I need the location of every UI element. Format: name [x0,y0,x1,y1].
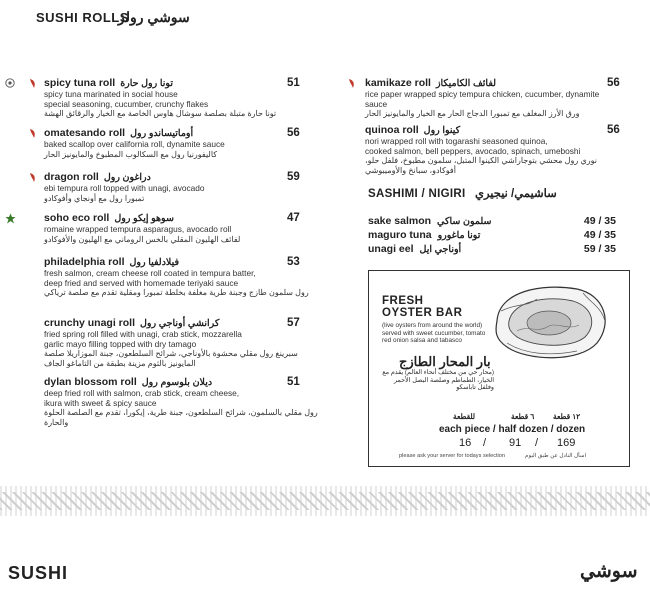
item-name: soho eco roll [44,212,110,224]
item-name: dylan blossom roll [44,376,137,388]
item-desc: fresh salmon, cream cheese roll coated in tempura batter, [44,268,256,278]
chili-icon [347,78,357,89]
menu-item [44,127,319,159]
item-name-arabic: ديلان بلوسوم رول [141,377,213,388]
item-name: quinoa roll [365,124,419,136]
price-dozen: 169 [557,437,576,449]
item-price: 51 [287,376,300,388]
item-desc: spicy tuna marinated in social house [44,89,178,99]
menu-item [44,212,319,244]
footer-title-arabic: سوشي [580,561,638,582]
item-desc-arabic: ورق الأرز المغلف مع تمبورا الدجاج الحار مع الخيار والمايونيز الحار [365,109,580,119]
item-price: 56 [607,124,620,136]
item-desc-arabic: رول مقلي بالسلمون، شرائح السلطعون، جبنة طرية، إيكورا، تقدم مع الصلصة الحلوة والحارة [44,408,318,427]
oyster-title: FRESH OYSTER BAR [382,295,463,319]
item-desc: ebi tempura roll topped with unagi, avocado [44,183,205,193]
item-desc-arabic: لفائف الهليون المقلي بالخس الروماني مع الهليون والأفوكادو [44,234,241,244]
oyster-note: please ask your server for todays selection [399,453,506,459]
item-price: 47 [287,212,300,224]
oyster-title-arabic: بار المحار الطازج [399,354,491,369]
sashimi-row: unagi eel أوناجي ايل 59 / 35 [368,243,616,255]
item-desc: deep fried roll with salmon, crab stick, cream cheese, [44,388,240,398]
item-desc: ikura with sweet & spicy sauce [44,397,157,408]
item-name-arabic: أوماتيساندو رول [130,128,194,139]
menu-item [44,77,319,119]
menu-item [44,256,319,298]
item-name: kamikaze roll [365,77,431,89]
menu-item [365,124,605,175]
section-title-arabic: سوشي رولز [118,9,190,25]
item-desc: cooked salmon, bell peppers, avocado, spinach, umeboshi [365,145,581,156]
sashimi-row: maguro tuna تونا ماغورو 49 / 35 [368,229,616,241]
price-half-dozen: 91 [509,437,522,449]
oyster-subtitle: (live oysters from around the world) served with sweet cucumber, tomato red onion salsa and tabasco [382,322,486,344]
item-price: 57 [287,317,300,329]
menu-item [44,171,319,203]
price-each: 16 [459,437,472,449]
item-desc: rice paper wrapped spicy tempura chicken, cucumber, dynamite sauce [365,89,600,109]
item-desc-arabic: رول سلمون طازج وجبنة طرية مغلفة بخلطة تمبورا ومقلية تقدم مع صلصة ترياكي [44,288,309,298]
menu-item [365,77,610,119]
section-title: SUSHI ROLLS [36,10,129,25]
item-desc-arabic: كاليفورنيا رول مع السكالوب المطبوخ والمايونيز الحار [44,149,218,159]
footer-title: SUSHI [8,563,69,583]
item-name-arabic: كينوا رول [423,125,461,136]
item-price: 53 [287,256,300,268]
item-price: 56 [607,77,620,89]
item-name-arabic: تونا رول حارة [120,78,173,89]
recommended-icon [5,78,15,88]
item-desc-arabic: سبرينغ رول مقلي محشوة بالأوناجي، شرائح السلطعون، جبنة الموزاريلا صلصة المايونيز بالثوم مزينة بطبقة من التاماغو الجاف [44,349,298,368]
item-desc-arabic: تمبورا رول مع أونجاي وأفوكادو [44,193,145,203]
price-label-half: ٦ قطعة [511,412,535,421]
item-name: philadelphia roll [44,256,125,268]
sashimi-row: sake salmon سلمون ساكي 49 / 35 [368,215,616,227]
item-name-arabic: فيلادلفيا رول [129,257,180,268]
menu-item [44,317,319,368]
price-label-each: للقطعة [453,412,476,421]
item-desc-arabic: تونا حارة متبلة بصلصة سوشال هاوس الخاصة مع الخيار والرقائق الهشة [44,109,277,119]
item-price: 56 [287,127,300,139]
oyster-illustration [487,281,617,363]
sashimi-title: SASHIMI / NIGIRI ساشيمي/ نيجيري [368,188,557,200]
item-name-arabic: دراغون رول [103,172,151,183]
chili-icon [28,78,38,89]
item-desc-arabic: نوري رول محشي بتوجاراشي الكينوا المتبل، سلمون مطبوخ، فلفل حلو، أفوكادو، سبانخ والأوميبوشي [365,156,597,175]
item-desc: romaine wrapped tempura asparagus, avocado roll [44,224,232,234]
item-name: dragon roll [44,171,99,183]
chili-icon [28,128,38,139]
oyster-note-arabic: اسأل النادل عن طبق اليوم [525,453,587,459]
item-desc: garlic mayo filling topped with dry tamago [44,338,197,349]
item-name: omatesando roll [44,127,126,139]
oyster-subtitle-arabic: (محار حي من مختلف أنحاء العالم) يقدم مع الخيار، الطماطم وصلصة البصل الأحمر وفلفل تاباسكو [382,369,494,391]
item-name-arabic: لفائف الكاميكاز [435,78,497,89]
vegetarian-icon [5,213,16,224]
item-desc: fried spring roll filled with unagi, crab stick, mozzarella [44,329,242,339]
item-price: 51 [287,77,300,89]
oyster-bar-box: FRESH OYSTER BAR (live oysters from around the world) served with sweet cucumber, tomato red onion salsa and tabasco بار المحار الطازج (محار حي من مختلف أنحاء العالم) يقدم مع الخيار، الطماطم وصلصة البصل الأحمر وفلفل تاباسكو للقطعة ٦ قطعة ١٢ قطعة each piece / half dozen / dozen 16 / 91 / 169 please ask your server for todays selection اسأل النادل عن طبق اليوم [368,270,630,467]
item-desc: nori wrapped roll with togarashi seasoned quinoa, [365,136,548,146]
item-name: spicy tuna roll [44,77,116,89]
item-name-arabic: سوهو إيكو رول [114,213,174,224]
item-desc: deep fried and served with homemade teriyaki sauce [44,277,239,288]
item-desc: special seasoning, cucumber, crunchy flakes [44,98,209,109]
menu-item [44,376,319,427]
oyster-units: each piece / half dozen / dozen [439,424,586,435]
decorative-pattern [0,492,650,510]
item-name: crunchy unagi roll [44,317,136,329]
item-name-arabic: كرانشي أوناجي رول [140,318,220,329]
price-label-dozen: ١٢ قطعة [553,412,581,421]
item-price: 59 [287,171,300,183]
chili-icon [28,172,38,183]
item-desc: baked scallop over california roll, dynamite sauce [44,139,225,149]
